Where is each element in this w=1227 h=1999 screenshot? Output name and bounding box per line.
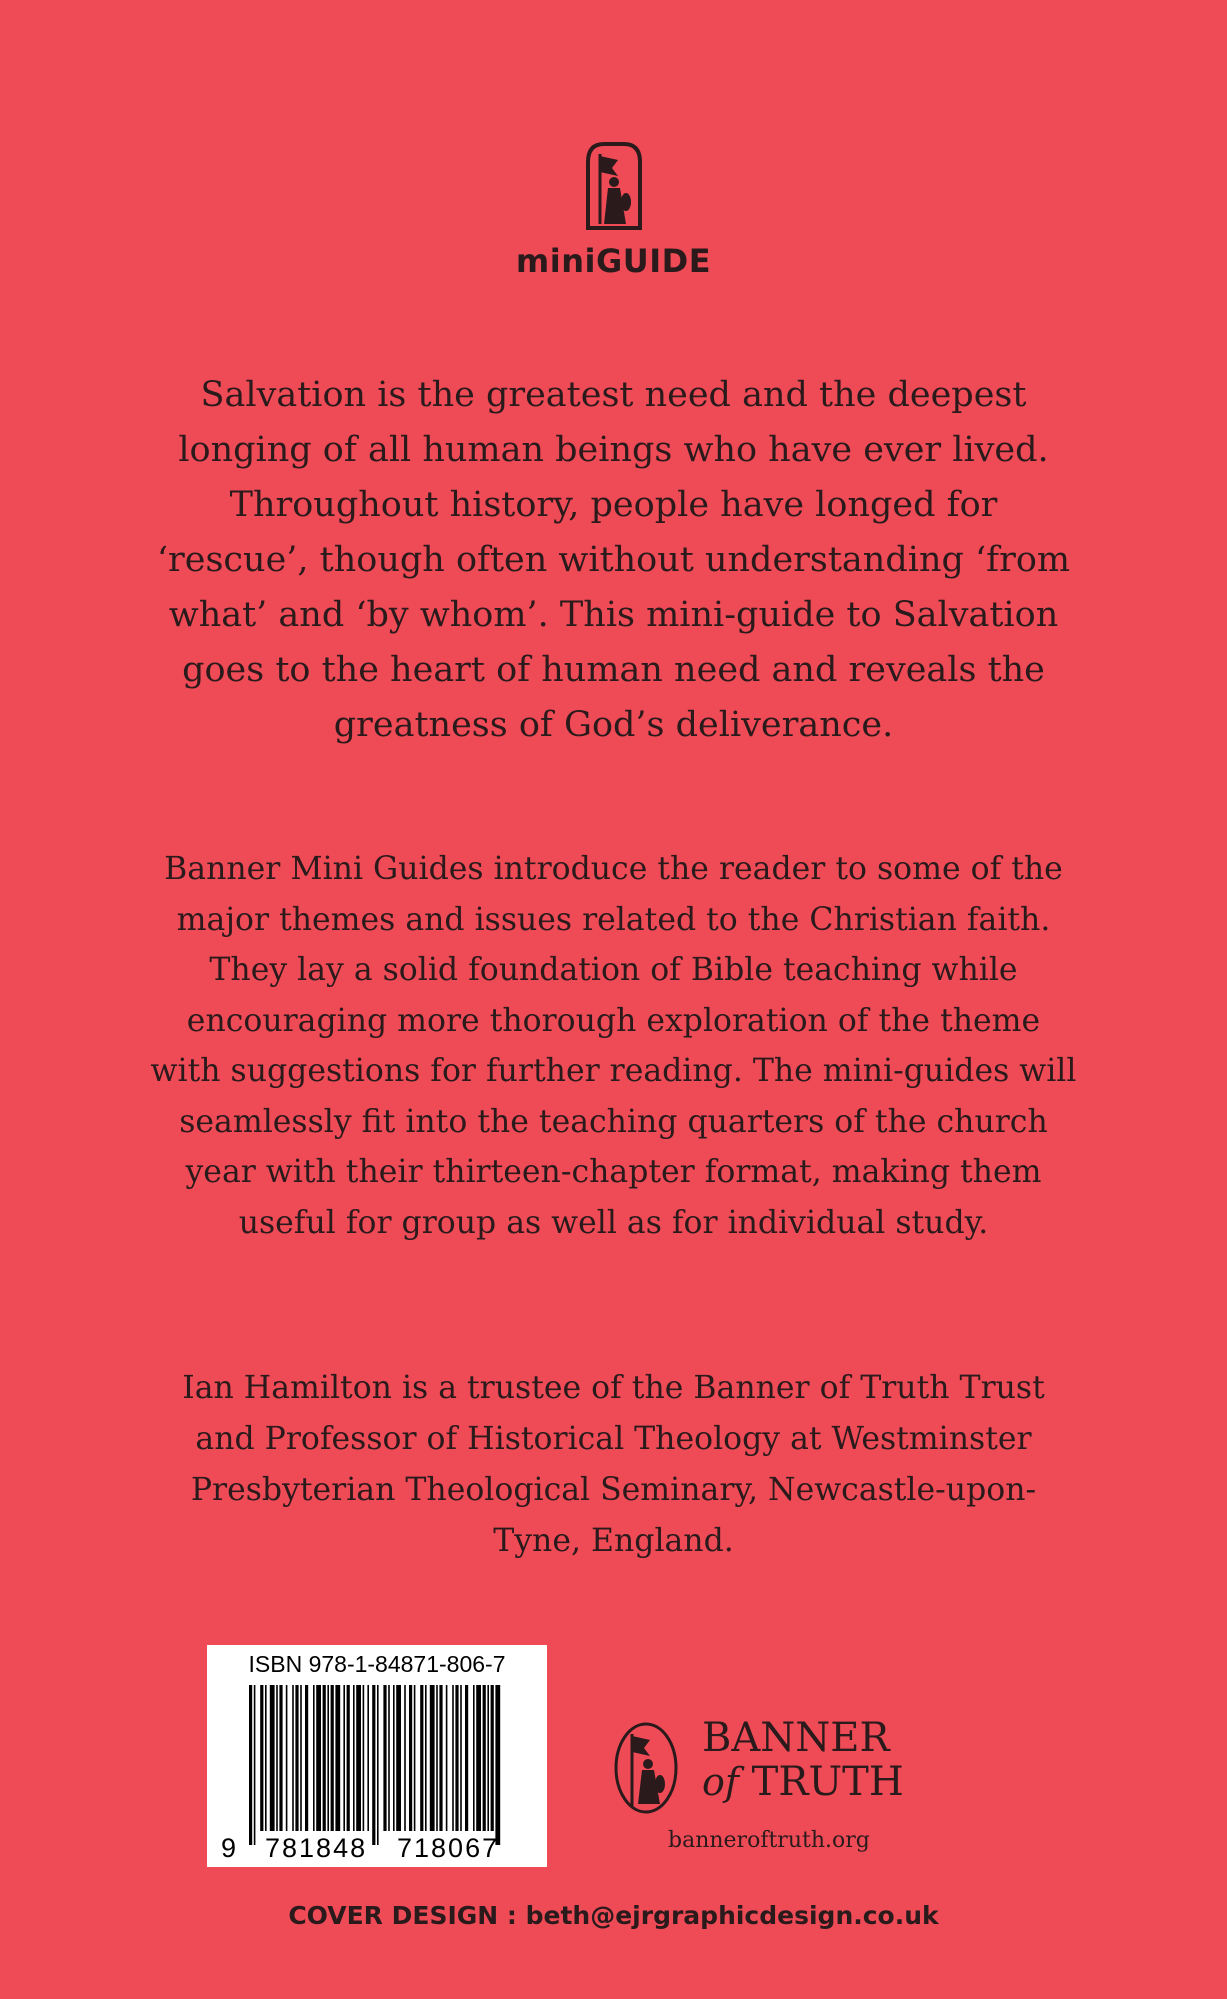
barcode	[207, 1645, 547, 1867]
barcode-bar	[383, 1685, 386, 1831]
barcode-bar	[439, 1685, 442, 1831]
barcode-bar	[396, 1685, 401, 1831]
barcode-digits-right: 718067	[397, 1833, 500, 1863]
series-description: Banner Mini Guides introduce the reader to some of the major themes and issues related to the Christian faith. They lay a solid foundation of Bible teaching while encouraging more thorough exploration of the theme with suggestions for further reading. The mini-guides will seamlessly fit into the teaching quarters of the church year with their thirteen-chapter format, making them useful for group as well as for individual study.	[150, 851, 1077, 1241]
barcode-bar	[305, 1685, 308, 1831]
barcode-bar	[455, 1685, 458, 1831]
barcode-bar	[436, 1685, 438, 1831]
barcode-bar	[286, 1685, 288, 1831]
barcode-bar	[487, 1685, 489, 1831]
barcode-bar	[430, 1685, 435, 1831]
barcode-bar	[327, 1685, 329, 1831]
publisher-name-banner: BANNER	[702, 1715, 890, 1761]
barcode-bar	[335, 1685, 340, 1831]
barcode-bar	[446, 1685, 448, 1831]
barcode-bar	[491, 1685, 494, 1831]
barcode-bar	[425, 1685, 427, 1831]
barcode-bar	[476, 1685, 481, 1831]
barcode-bar	[254, 1685, 256, 1845]
barcode-bar	[265, 1685, 267, 1831]
barcode-bar	[313, 1685, 315, 1831]
barcode-bar	[465, 1685, 468, 1831]
barcode-digit-prefix: 9	[221, 1833, 237, 1863]
cover-design-credit: COVER DESIGN : beth@ejrgraphicdesign.co.uk	[288, 1901, 939, 1930]
barcode-bar	[295, 1685, 298, 1831]
barcode-bars	[249, 1685, 505, 1845]
publisher-name-truth-line	[702, 1760, 904, 1804]
standard-bearer-icon	[582, 140, 646, 230]
barcode-bar	[377, 1685, 379, 1845]
barcode-bar	[414, 1685, 416, 1831]
barcode-bar	[473, 1685, 475, 1831]
series-logo	[0, 140, 1227, 280]
barcode-bar	[460, 1685, 462, 1831]
barcode-bar	[420, 1685, 423, 1831]
barcode-bar	[483, 1685, 486, 1831]
publisher-website: banneroftruth.org	[668, 1828, 870, 1853]
barcode-bar	[393, 1685, 395, 1831]
barcode-bar	[347, 1685, 350, 1831]
main-blurb: Salvation is the greatest need and the deepest longing of all human beings who have ever lived. Throughout history, people have longed for ‘rescue’, though often without understanding ‘from what’ and ‘by whom’. This mini-guide to Salvation goes to the heart of human need and reveals the greatness of God’s deliverance.	[156, 375, 1071, 745]
barcode-bar	[353, 1685, 355, 1831]
barcode-bar	[409, 1685, 412, 1831]
standard-bearer-icon	[612, 1720, 680, 1816]
barcode-bar	[331, 1685, 334, 1831]
barcode-bar	[316, 1685, 321, 1831]
publisher-name	[702, 1716, 904, 1804]
barcode-bar	[270, 1685, 275, 1831]
barcode-bar	[363, 1685, 365, 1831]
barcode-bar	[388, 1685, 390, 1831]
barcode-digits-left: 781848	[265, 1833, 368, 1863]
barcode-bar	[452, 1685, 454, 1831]
barcode-bar	[300, 1685, 302, 1831]
publisher-name-of: of	[702, 1760, 739, 1804]
barcode-bar	[372, 1685, 375, 1845]
barcode-bar	[356, 1685, 361, 1831]
barcode-bar	[343, 1685, 345, 1831]
barcode-bar	[323, 1685, 326, 1831]
publisher-name-truth: TRUTH	[751, 1759, 904, 1805]
author-bio: Ian Hamilton is a trustee of the Banner of Truth Trust and Professor of Historical Theology at Westminster Presbyterian Theological Seminary, Newcastle-upon-Tyne, England.	[182, 1370, 1045, 1559]
barcode-bar	[249, 1685, 252, 1845]
barcode-bar	[279, 1685, 282, 1831]
barcode-bar	[404, 1685, 406, 1831]
barcode-bar	[292, 1685, 294, 1831]
barcode-bar	[367, 1685, 369, 1831]
series-label: miniGUIDE	[515, 242, 712, 280]
isbn-label: ISBN 978-1-84871-806-7	[248, 1651, 506, 1677]
barcode-bar	[495, 1685, 500, 1845]
barcode-bar	[260, 1685, 263, 1831]
barcode-bar	[276, 1685, 278, 1831]
